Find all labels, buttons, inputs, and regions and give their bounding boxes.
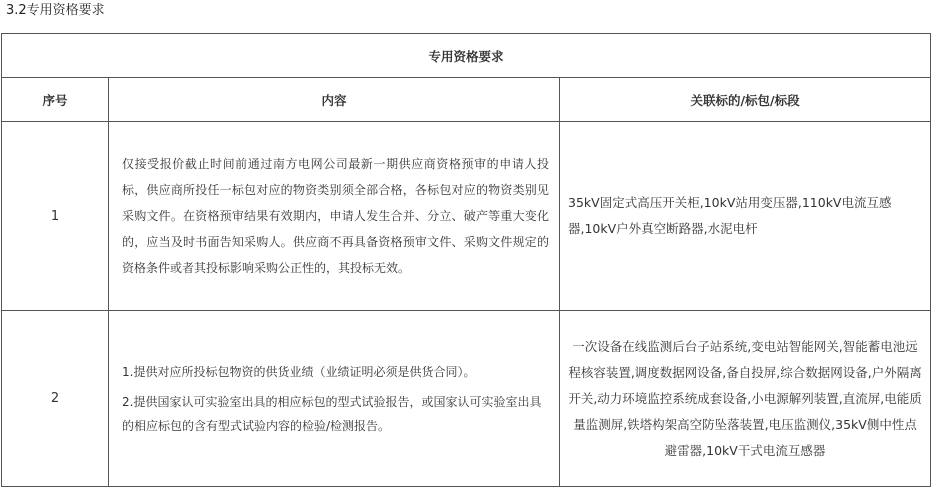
- scope-text: 35kV固定式高压开关柜,10kV站用变压器,110kV电流互感器,10kV户外真空断路器,水泥电杆: [568, 195, 892, 236]
- table-caption: 专用资格要求: [2, 34, 931, 78]
- column-header-scope: 关联标的/标包/标段: [560, 78, 931, 122]
- row-content: [109, 311, 560, 487]
- column-header-index: 序号: [2, 78, 109, 122]
- column-header-content: 内容: [109, 78, 560, 122]
- row-scope: [560, 311, 931, 487]
- table-row: [2, 311, 931, 487]
- row-index: 2: [2, 311, 109, 487]
- row-content: [109, 122, 560, 311]
- table-row: [2, 122, 931, 311]
- scope-text: 一次设备在线监测后台子站系统,变电站智能网关,智能蓄电池远程核容装置,调度数据网设备,备自投屏,综合数据网设备,户外隔离开关,动力环境监控系统成套设备,小电源解列装置,直流屏,电能质量监测屏,铁塔构架高空防坠落装置,电压监测仪,35kV侧中性点避雷器,10kV干式电流互感器: [568, 338, 922, 458]
- row-scope: [560, 122, 931, 311]
- row-index: 1: [2, 122, 109, 311]
- content-paragraph: 仅接受报价截止时间前通过南方电网公司最新一期供应商资格预审的申请人投标，供应商所投任一标包对应的物资类别须全部合格，各标包对应的物资类别见采购文件。在资格预审结果有效期内，申请人发生合并、分立、破产等重大变化的，应当及时书面告知采购人。供应商不再具备资格预审文件、采购文件规定的资格条件或者其投标影响采购公正性的，其投标无效。: [122, 157, 549, 275]
- qualification-table: [1, 33, 931, 487]
- content-item: 2.提供国家认可实验室出具的相应标包的型式试验报告，或国家认可实验室出具的相应标包的含有型式试验内容的检验/检测报告。: [122, 394, 542, 433]
- content-item: 1.提供对应所投标包物资的供货业绩（业绩证明必须是供货合同）。: [122, 364, 476, 379]
- section-heading: 3.2专用资格要求: [6, 3, 105, 18]
